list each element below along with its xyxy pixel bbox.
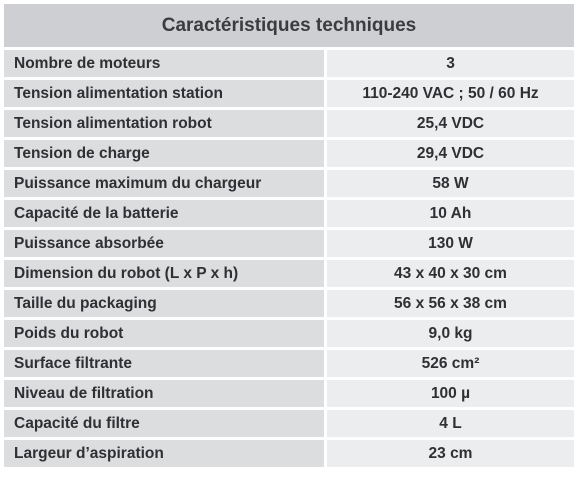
- spec-label: Poids du robot: [4, 320, 327, 350]
- spec-label: Surface filtrante: [4, 350, 327, 380]
- specifications-table: [4, 4, 574, 467]
- spec-value: 130 W: [327, 230, 574, 260]
- spec-value: 56 x 56 x 38 cm: [327, 290, 574, 320]
- spec-label: Tension alimentation station: [4, 80, 327, 110]
- spec-value: 25,4 VDC: [327, 110, 574, 140]
- table-title: Caractéristiques techniques: [4, 4, 574, 50]
- spec-value: 100 µ: [327, 380, 574, 410]
- spec-label: Largeur d’aspiration: [4, 440, 327, 467]
- table-row: [4, 50, 574, 80]
- spec-label: Tension de charge: [4, 140, 327, 170]
- spec-value: 29,4 VDC: [327, 140, 574, 170]
- spec-value: 4 L: [327, 410, 574, 440]
- table-row: [4, 350, 574, 380]
- table-row: [4, 410, 574, 440]
- table-row: [4, 110, 574, 140]
- spec-value: 9,0 kg: [327, 320, 574, 350]
- spec-value: 110-240 VAC ; 50 / 60 Hz: [327, 80, 574, 110]
- spec-value: 43 x 40 x 30 cm: [327, 260, 574, 290]
- spec-value: 10 Ah: [327, 200, 574, 230]
- table-row: [4, 80, 574, 110]
- spec-label: Capacité de la batterie: [4, 200, 327, 230]
- table-row: [4, 380, 574, 410]
- spec-label: Dimension du robot (L x P x h): [4, 260, 327, 290]
- spec-label: Capacité du filtre: [4, 410, 327, 440]
- spec-label: Nombre de moteurs: [4, 50, 327, 80]
- spec-value: 3: [327, 50, 574, 80]
- spec-label: Taille du packaging: [4, 290, 327, 320]
- spec-value: 23 cm: [327, 440, 574, 467]
- table-row: [4, 200, 574, 230]
- table-row: [4, 170, 574, 200]
- table-row: [4, 260, 574, 290]
- spec-label: Puissance maximum du chargeur: [4, 170, 327, 200]
- table-row: [4, 320, 574, 350]
- table-header-row: [4, 4, 574, 50]
- spec-value: 58 W: [327, 170, 574, 200]
- spec-label: Puissance absorbée: [4, 230, 327, 260]
- spec-value: 526 cm²: [327, 350, 574, 380]
- table-row: [4, 440, 574, 467]
- spec-label: Tension alimentation robot: [4, 110, 327, 140]
- table-row: [4, 140, 574, 170]
- spec-label: Niveau de filtration: [4, 380, 327, 410]
- table-row: [4, 290, 574, 320]
- table-row: [4, 230, 574, 260]
